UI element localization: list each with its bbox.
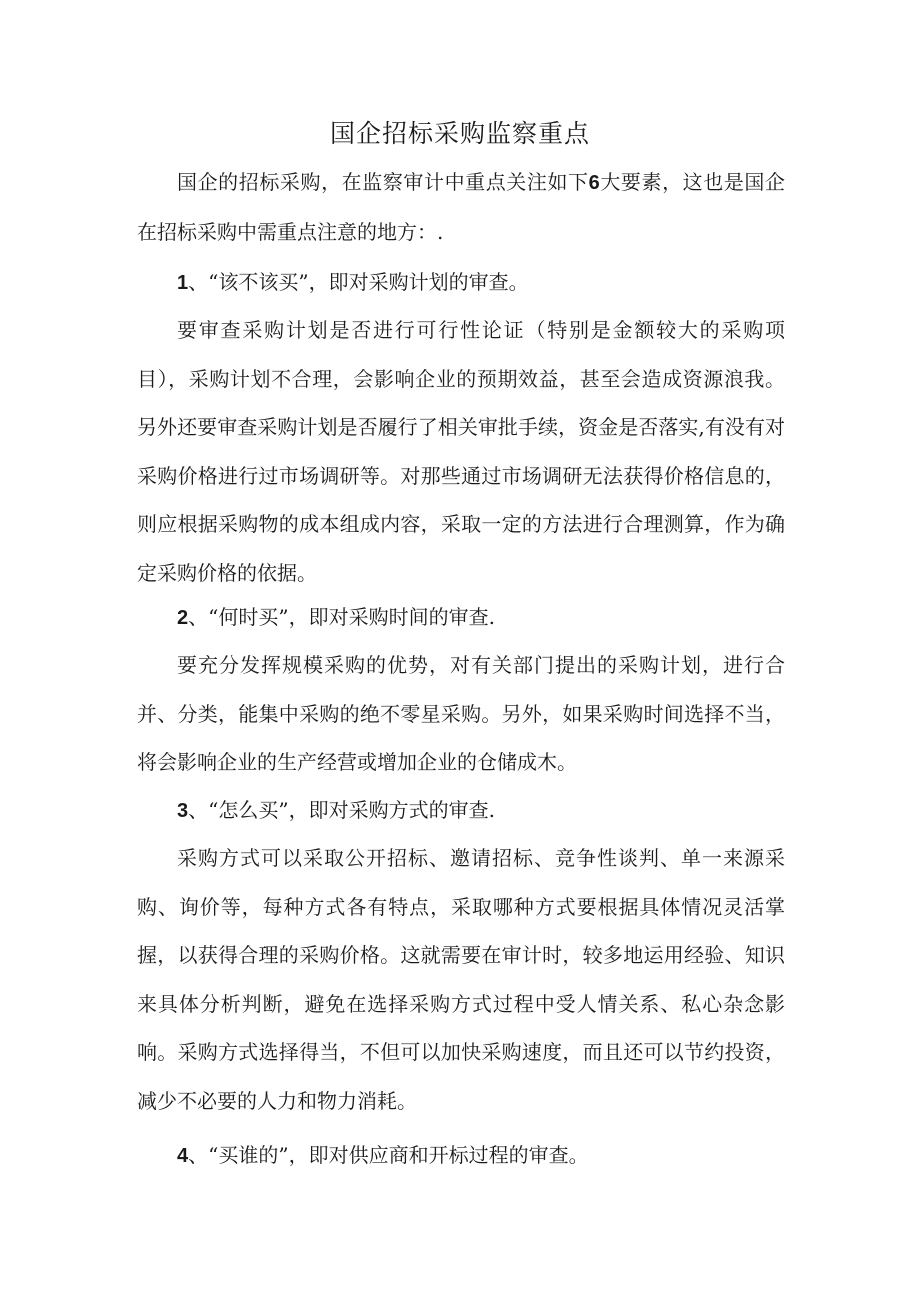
section-3-body: 采购方式可以采取公开招标、邀请招标、竞争性谈判、单一来源采购、询价等，每种方式各有特点，采取哪种方式要根据具体情况灵活掌握，以获得合理的采购价格。这就需要在审计时，较多地运用经验、知识来具体分析判断，避免在选择采购方式过程中受人情关系、私心杂念影响。采购方式选择得当，不但可以加快采购速度，而且还可以节约投资，减少不必要的人力和物力消耗。 xyxy=(137,846,785,1113)
section-3-number: 3 xyxy=(177,800,189,822)
section-1-number: 1 xyxy=(177,272,189,294)
section-3-heading xyxy=(177,786,785,835)
intro-number: 6 xyxy=(588,172,600,194)
section-3-heading-text: 、“怎么买”，即对采购方式的审查. xyxy=(188,798,495,822)
section-2-body: 要充分发挥规模采购的优势，对有关部门提出的采购计划，进行合并、分类，能集中采购的绝不零星采购。另外，如果采购时间选择不当，将会影响企业的生产经营或增加企业的仓储成木。 xyxy=(137,653,785,774)
intro-text-before: 国企的招标采购，在监察审计中重点关注如下 xyxy=(177,170,589,194)
section-1-body: 要审查采购计划是否进行可行性论证（特别是金额较大的采购项目），采购计划不合理，会影响企业的预期效益，甚至会造成资源浪我。另外还要审查采购计划是否履行了相关审批手续，资金是否落实,有没有对采购价格进行过市场调研等。对那些通过市场调研无法获得价格信息的，则应根据采购物的成本组成内容，采取一定的方法进行合理测算，作为确定采购价格的依据。 xyxy=(137,318,785,585)
section-1-heading xyxy=(177,258,785,307)
section-1-heading-text: 、“该不该买”，即对采购计划的审查。 xyxy=(188,270,529,294)
section-4-heading xyxy=(177,1131,785,1180)
section-2-number: 2 xyxy=(177,607,189,629)
section-4-heading-text: 、“买谁的”，即对供应商和开标过程的审查。 xyxy=(188,1143,589,1167)
section-4-number: 4 xyxy=(177,1145,189,1167)
section-2-heading-text: 、“何时买”，即对采购时间的审查. xyxy=(188,605,495,629)
section-2-heading xyxy=(177,593,785,642)
intro-paragraph xyxy=(137,158,785,256)
page-title: 国企招标采购监察重点 xyxy=(329,119,590,148)
intro-text-after: 大要素，这也是国企在招标采购中需重点注意的地方：. xyxy=(137,170,786,244)
